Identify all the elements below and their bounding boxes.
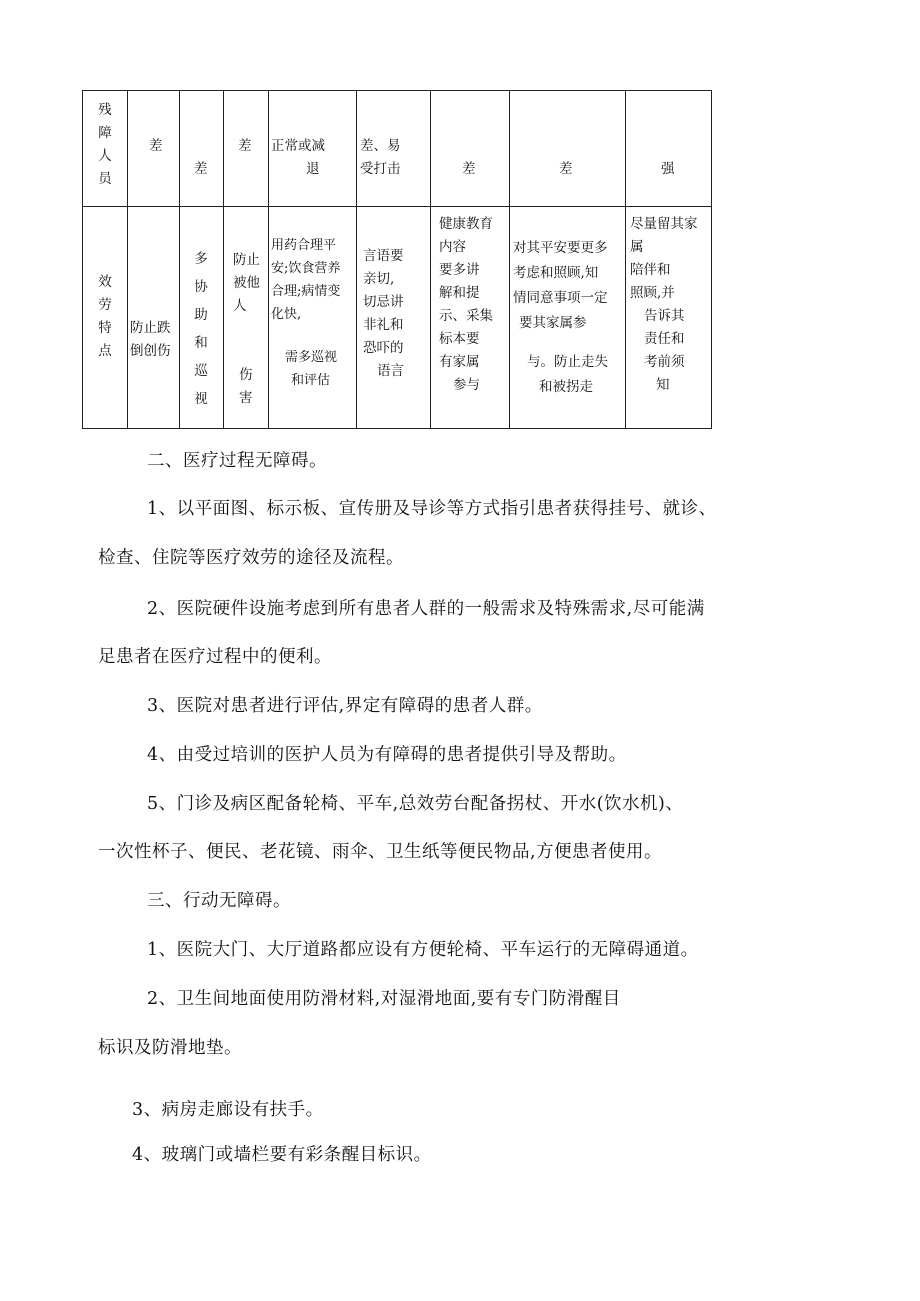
table-col-divider bbox=[127, 91, 128, 428]
section-heading-medical: 二、医疗过程无障碍。 bbox=[147, 451, 327, 471]
paragraph-line: 足患者在医疗过程中的便利。 bbox=[98, 647, 332, 667]
paragraph-line: 1、以平面图、标示板、宣传册及导诊等方式指引患者获得挂号、就诊、 bbox=[147, 499, 717, 519]
row1-cell-1: 差 bbox=[149, 138, 163, 154]
row2-cell-5: 言语要 亲切, 切忌讲 非礼和 恐吓的 语言 bbox=[363, 248, 404, 379]
row1-cell-2: 差 bbox=[194, 161, 208, 177]
care-characteristics-table bbox=[82, 90, 712, 429]
table-col-divider bbox=[268, 91, 269, 428]
paragraph-line: 1、医院大门、大厅道路都应设有方便轮椅、平车运行的无障碍通道。 bbox=[147, 940, 699, 960]
table-col-divider bbox=[625, 91, 626, 428]
paragraph-line: 3、病房走廊设有扶手。 bbox=[132, 1100, 324, 1120]
table-col-divider bbox=[430, 91, 431, 428]
row2-cell-7: 对其平安要更多 考虑和照顾,知 情同意事项一定 要其家属参 与。防止走失 和被拐走 bbox=[513, 240, 608, 395]
row1-cell-8: 强 bbox=[661, 161, 675, 177]
paragraph-line: 检查、住院等医疗效劳的途径及流程。 bbox=[98, 548, 404, 568]
table-row-divider bbox=[83, 206, 711, 207]
paragraph-line: 4、玻璃门或墙栏要有彩条醒目标识。 bbox=[132, 1145, 432, 1165]
paragraph-line: 2、医院硬件设施考虑到所有患者人群的一般需求及特殊需求,尽可能满 bbox=[147, 599, 705, 619]
paragraph-line: 2、卫生间地面使用防滑材料,对湿滑地面,要有专门防滑醒目 bbox=[147, 989, 621, 1009]
row1-cell-4: 正常或减 退 bbox=[271, 138, 325, 177]
paragraph-line: 一次性杯子、便民、老花镜、雨伞、卫生纸等便民物品,方便患者使用。 bbox=[98, 842, 663, 862]
row1-cell-6: 差 bbox=[462, 161, 476, 177]
table-col-divider bbox=[223, 91, 224, 428]
row1-cell-3: 差 bbox=[238, 138, 252, 154]
paragraph-line: 4、由受过培训的医护人员为有障碍的患者提供引导及帮助。 bbox=[147, 745, 627, 765]
row2-label: 效 劳 特 点 bbox=[98, 274, 112, 359]
row2-cell-2: 多 协 助 和 巡 视 bbox=[194, 251, 208, 407]
section-heading-mobility: 三、行动无障碍。 bbox=[147, 891, 291, 911]
paragraph-line: 5、门诊及病区配备轮椅、平车,总效劳台配备拐杖、开水(饮水机)、 bbox=[147, 794, 684, 814]
row2-cell-1: 防止跌 倒创伤 bbox=[130, 320, 171, 359]
paragraph-line: 标识及防滑地垫。 bbox=[98, 1038, 242, 1058]
table-col-divider bbox=[509, 91, 510, 428]
table-col-divider bbox=[356, 91, 357, 428]
row2-cell-4: 用药合理平 安;饮食营养 合理;病情变 化快, 需多巡视 和评估 bbox=[271, 238, 341, 388]
row1-cell-5: 差、易 受打击 bbox=[360, 138, 401, 177]
row1-cell-7: 差 bbox=[559, 161, 573, 177]
paragraph-line: 3、医院对患者进行评估,界定有障碍的患者人群。 bbox=[147, 696, 543, 716]
row2-cell-3: 防止 被他 人 伤 害 bbox=[233, 252, 260, 406]
row1-label: 残 障 人 员 bbox=[98, 102, 112, 187]
row2-cell-8: 尽量留其家 属 陪伴和 照顾,并 告诉其 责任和 考前须 知 bbox=[630, 216, 698, 393]
row2-cell-6: 健康教育 内容 要多讲 解和提 示、采集 标本要 有家属 参与 bbox=[439, 216, 493, 393]
